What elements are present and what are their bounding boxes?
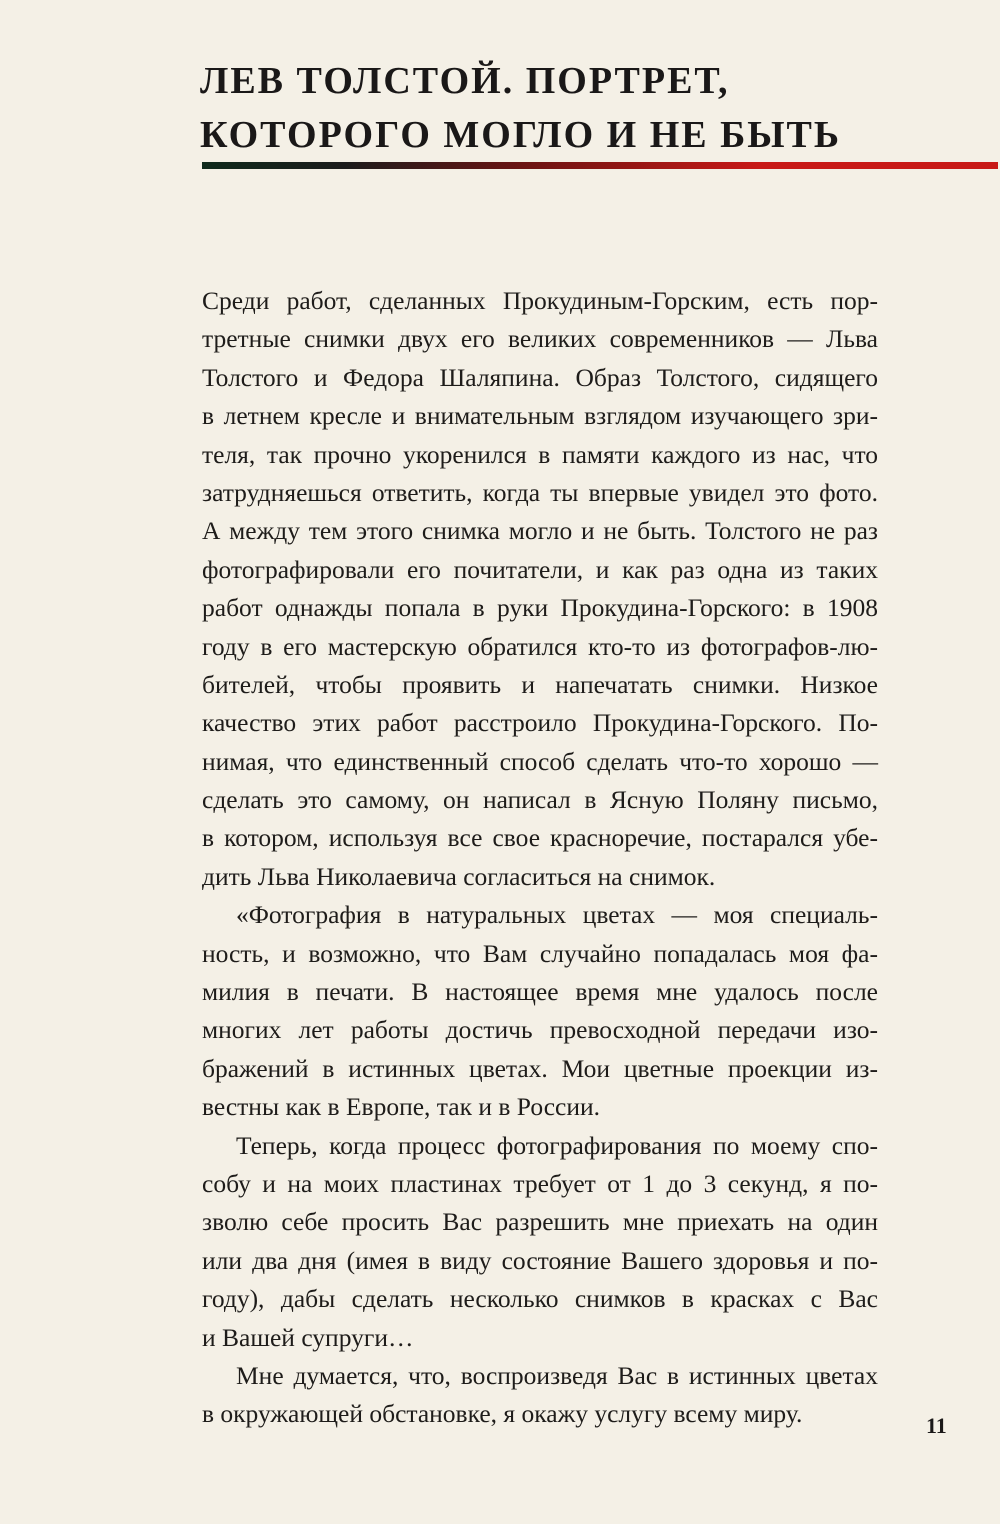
text-line: теля, так прочно укоренился в памяти каждого из нас, что bbox=[202, 439, 878, 469]
text-line: в летнем кресле и внимательным взглядом изучающего зри- bbox=[202, 401, 878, 431]
text-line: затрудняешься ответить, когда ты впервые увидел это фото. bbox=[202, 477, 878, 507]
text-line: третные снимки двух его великих современников — Льва bbox=[202, 324, 878, 354]
text-line: ность, и возможно, что Вам случайно попадалась моя фа- bbox=[202, 938, 878, 968]
text-line: фотографировали его почитатели, и как раз одна из таких bbox=[202, 554, 878, 584]
text-line: вестны как в Европе, так и в России. bbox=[202, 1092, 601, 1122]
chapter-title bbox=[200, 54, 980, 162]
text-line: Мне думается, что, воспроизведя Вас в истинных цветах bbox=[236, 1360, 878, 1390]
text-line: бителей, чтобы проявить и напечатать снимки. Низкое bbox=[202, 669, 878, 699]
text-line: бражений в истинных цветах. Мои цветные проекции из- bbox=[202, 1053, 878, 1083]
paragraph-2 bbox=[202, 896, 878, 1126]
text-line: в котором, используя все свое красноречие, постарался убе- bbox=[202, 823, 878, 853]
paragraph-4 bbox=[202, 1357, 878, 1434]
chapter-title-line-1: ЛЕВ ТОЛСТОЙ. ПОРТРЕТ, bbox=[200, 60, 730, 102]
text-line: году), дабы сделать несколько снимков в красках с Вас bbox=[202, 1284, 878, 1314]
title-underline-rule bbox=[202, 162, 998, 169]
paragraph-1 bbox=[202, 282, 878, 896]
page-number: 11 bbox=[926, 1413, 947, 1438]
text-line: зволю себе просить Вас разрешить мне приехать на один bbox=[202, 1207, 878, 1237]
text-line: Среди работ, сделанных Прокудиным-Горским, есть пор- bbox=[202, 286, 878, 315]
text-line: собу и на моих пластинах требует от 1 до 3 секунд, я по- bbox=[202, 1168, 878, 1198]
text-line: или два дня (имея в виду состояние Вашего здоровья и по- bbox=[202, 1245, 878, 1275]
text-line: сделать это самому, он написал в Ясную Поляну письмо, bbox=[202, 785, 878, 815]
text-line: в окружающей обстановке, я окажу услугу всему миру. bbox=[202, 1399, 803, 1429]
text-line: работ однажды попала в руки Прокудина-Горского: в 1908 bbox=[202, 593, 878, 623]
text-line: многих лет работы достичь превосходной передачи изо- bbox=[202, 1015, 878, 1045]
text-line: и Вашей супруги… bbox=[202, 1322, 414, 1352]
text-line: «Фотография в натуральных цветах — моя специаль- bbox=[236, 900, 878, 930]
paragraph-3 bbox=[202, 1127, 878, 1357]
text-line: году в его мастерскую обратился кто-то из фотографов-лю- bbox=[202, 631, 878, 661]
text-line: милия в печати. В настоящее время мне удалось после bbox=[202, 977, 878, 1007]
text-line: качество этих работ расстроило Прокудина-Горского. По- bbox=[202, 708, 878, 738]
text-line: А между тем этого снимка могло и не быть. Толстого не раз bbox=[202, 516, 878, 546]
text-line: нимая, что единственный способ сделать что-то хорошо — bbox=[202, 746, 878, 776]
chapter-body bbox=[202, 282, 878, 1434]
text-line: Теперь, когда процесс фотографирования по моему спо- bbox=[236, 1130, 878, 1160]
text-line: Толстого и Федора Шаляпина. Образ Толстого, сидящего bbox=[202, 362, 878, 392]
chapter-title-line-2: КОТОРОГО МОГЛО И НЕ БЫТЬ bbox=[200, 114, 842, 156]
text-line: дить Льва Николаевича согласиться на снимок. bbox=[202, 861, 716, 891]
